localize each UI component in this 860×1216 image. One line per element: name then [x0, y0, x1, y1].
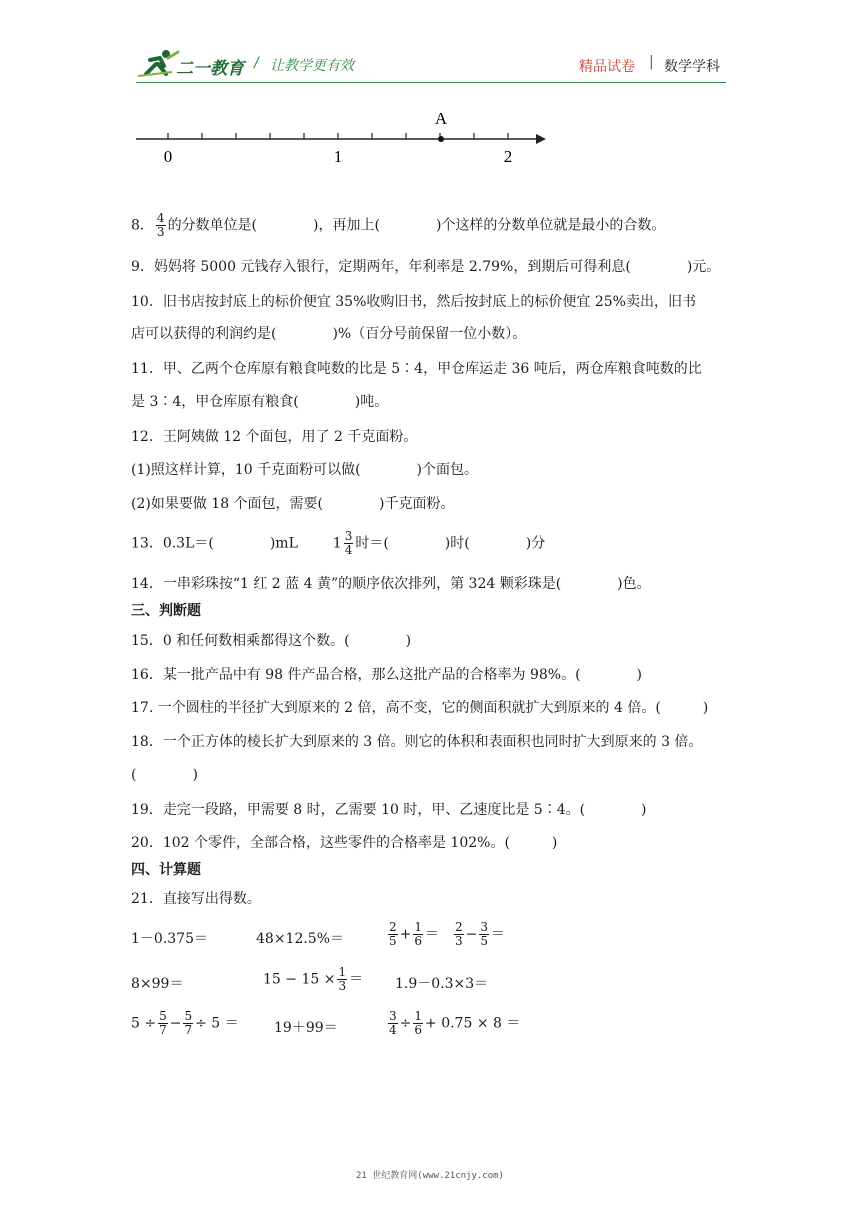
calc-r3a: 5 ÷ $\frac{5}{7}$ − $\frac{5}{7}$ ÷ 5 ＝ — [131, 1009, 239, 1037]
q8-number: 8． — [131, 217, 154, 234]
point-a-marker — [438, 136, 444, 142]
tick-label-1: 1 — [333, 147, 343, 166]
header-separator: | — [649, 54, 654, 70]
header — [0, 0, 860, 90]
q13-part-b: 时＝( )时( )分 — [355, 535, 546, 552]
runner-logo-icon — [136, 48, 180, 78]
q8-text: 的分数单位是( )，再加上( )个这样的分数单位就是最小的合数。 — [167, 217, 666, 234]
question-18-line2: ( ) — [131, 767, 198, 783]
calc-r2c: 1.9－0.3×3＝ — [395, 976, 489, 992]
q13-mixed-whole: 1 — [332, 535, 342, 552]
calc-r2b: 15 − 15 × $\frac{1}{3}$ ＝ — [263, 965, 364, 993]
calc-r1d: $\frac{2}{3}$ − $\frac{3}{5}$ ＝ — [455, 920, 506, 948]
question-10-line1: 10．旧书店按封底上的标价便宜 35%收购旧书，然后按封底上的标价便宜 25%卖出，旧书 — [131, 294, 696, 310]
question-14: 14．一串彩珠按“1 红 2 蓝 4 黄”的顺序依次排列，第 324 颗彩珠是( )色。 — [131, 576, 651, 592]
header-rule — [136, 82, 726, 83]
question-12-part2: (2)如果要做 18 个面包，需要( )千克面粉。 — [131, 496, 455, 512]
calc-r2a: 8×99＝ — [131, 976, 184, 992]
question-15: 15．0 和任何数相乘都得这个数。( ) — [131, 633, 412, 649]
question-16: 16．某一批产品中有 98 件产品合格，那么这批产品的合格率为 98%。( ) — [131, 667, 643, 683]
question-9: 9．妈妈将 5000 元钱存入银行，定期两年，年利率是 2.79%，到期后可得利息( )元。 — [131, 259, 721, 275]
question-11-line1: 11．甲、乙两个仓库原有粮食吨数的比是 5∶4，甲仓库运走 36 吨后，两仓库粮食吨数的比 — [131, 361, 702, 377]
question-12: 12．王阿姨做 12 个面包，用了 2 千克面粉。 — [131, 429, 418, 445]
question-10-line2: 店可以获得的利润约是( )%（百分号前保留一位小数）。 — [131, 326, 527, 342]
header-tag-premium: 精品试卷 — [579, 59, 635, 75]
question-11-line2: 是 3∶4，甲仓库原有粮食( )吨。 — [131, 394, 389, 410]
question-13 — [131, 530, 545, 557]
footer: 21 世纪教育网(www.21cnjy.com) — [356, 1171, 504, 1181]
question-12-part1: (1)照这样计算，10 千克面粉可以做( )个面包。 — [131, 462, 479, 478]
calc-r3b: 19＋99＝ — [274, 1020, 338, 1036]
question-21: 21．直接写出得数。 — [131, 891, 261, 907]
calc-r1b: 48×12.5%＝ — [256, 931, 345, 947]
slogan-divider: / — [254, 55, 259, 71]
tick-label-0: 0 — [163, 147, 173, 166]
tick-marks — [168, 133, 508, 139]
question-8 — [131, 212, 665, 239]
point-a-label: A — [434, 109, 448, 128]
q13-fraction: $\frac{3}{4}$ — [344, 529, 353, 557]
calc-r3c: $\frac{3}{4}$ ÷ $\frac{1}{6}$ + 0.75 × 8 ＝ — [389, 1009, 521, 1037]
logo-text: 二一教育 — [176, 59, 244, 79]
section-4-title: 四、计算题 — [131, 862, 201, 878]
question-19: 19．走完一段路，甲需要 8 时，乙需要 10 时，甲、乙速度比是 5∶4。( ) — [131, 802, 647, 818]
q13-part-a: 13．0.3L＝( )mL — [131, 535, 298, 552]
calc-r1c: $\frac{2}{5}$ + $\frac{1}{6}$ ＝ — [389, 920, 440, 948]
number-line — [130, 105, 550, 167]
slogan: 让教学更有效 — [270, 58, 354, 74]
question-18-line1: 18．一个正方体的棱长扩大到原来的 3 倍。则它的体积和表面积也同时扩大到原来的 3 倍。 — [131, 734, 703, 750]
calc-r1a: 1－0.375＝ — [131, 931, 208, 947]
question-20: 20．102 个零件，全部合格，这些零件的合格率是 102%。( ) — [131, 835, 558, 851]
header-tag-subject: 数学学科 — [664, 59, 720, 75]
section-3-title: 三、判断题 — [131, 603, 201, 619]
question-17: 17. 一个圆柱的半径扩大到原来的 2 倍，高不变，它的侧面积就扩大到原来的 4 倍。( ) — [131, 700, 709, 716]
q8-fraction: $\frac{4}{3}$ — [156, 211, 165, 239]
tick-label-2: 2 — [503, 147, 513, 166]
